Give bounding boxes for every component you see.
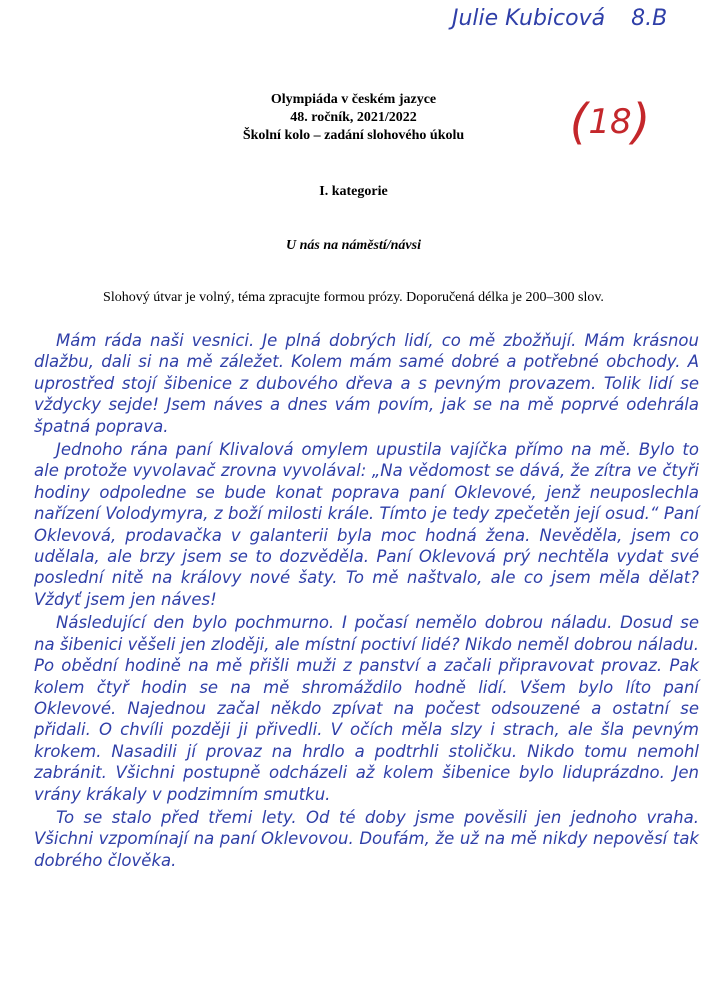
score-open-paren: (	[569, 94, 589, 150]
essay-paragraph-2: Jednoho rána paní Klivalová omylem upustila vajíčka přímo na mě. Bylo to ale protože vyvolavač zrovna vyvolával: „Na vědomost se dává, že zítra ve čtyři hodiny odpoledne se bude konat poprava paní Oklevové, jenž neuposlechla nařízení Volodymyra, z boží milosti krále. Tímto je tedy zpečetěn její osud.“ Paní Oklevová, prodavačka v galanterii byla moc hodná žena. Nevěděla, jsem co udělala, ale brzy jsem se to dozvěděla. Paní Oklevová prý nechtěla vydat své poslední nitě na královy nové šaty. To mě naštvalo, ale co jsem měla dělat? Vždyť jsem jen náves!	[34, 440, 699, 609]
round-line: Školní kolo – zadání slohového úkolu	[242, 128, 465, 143]
essay-paragraph-3: Následující den bylo pochmurno. I počasí nemělo dobrou náladu. Dosud se na šibenici věšeli jen zloději, ale místní poctiví lidé? Nikdo neměl dobrou náladu. Po obědní hodině na mě přišli muži z panství a začali připravovat provaz. Pak kolem čtyř hodin se na mě shromáždilo hodně lidí. Všem bylo líto paní Oklevové. Najednou začal někdo zpívat na počest odsouzené a ostatní se přidali. O chvíli později ji přivedli. V očích měla slzy i strach, ale šla pevným krokem. Nasadili jí provaz na hrdlo a podtrhli stoličku. Nikdo tomu nemohl zabránit. Všichni postupně odcházeli až kolem šibenice bylo liduprázdno. Jen vrány krákaly v podzimním smutku.	[34, 613, 699, 804]
score-close-paren: )	[631, 94, 651, 150]
essay-paragraph-4: To se stalo před třemi lety. Od té doby jsme pověsili jen jednoho vraha. Všichni vzpomínají na paní Oklevovou. Doufám, že už na mě nikdy nepověsí tak dobrého člověka.	[34, 807, 699, 870]
essay-paragraph-1: Mám ráda naši vesnici. Je plná dobrých lidí, co mě zbožňují. Mám krásnou dlažbu, dali si na mě záležet. Kolem mám samé dobré a potřebné obchody. A uprostřed stojí šibenice z dubového dřeva a s pevným provazem. Tolik lidí se vždycky sejde! Jsem náves a dnes vám povím, jak se na mě poprvé odehrála špatná poprava.	[34, 331, 699, 436]
topic-title: U nás na náměstí/návsi	[286, 238, 421, 253]
olympiad-title: Olympiáda v českém jazyce	[270, 92, 437, 107]
score-value: 18	[588, 102, 632, 142]
category-heading: I. kategorie	[319, 184, 388, 199]
instructions: Slohový útvar je volný, téma zpracujte formou prózy. Doporučená délka je 200–300 slov.	[103, 290, 604, 305]
student-signature	[452, 6, 667, 31]
handwritten-essay	[34, 330, 699, 873]
student-name: Julie Kubicová	[452, 6, 606, 31]
student-class: 8.B	[631, 6, 668, 31]
edition-line: 48. ročník, 2021/2022	[290, 110, 417, 125]
